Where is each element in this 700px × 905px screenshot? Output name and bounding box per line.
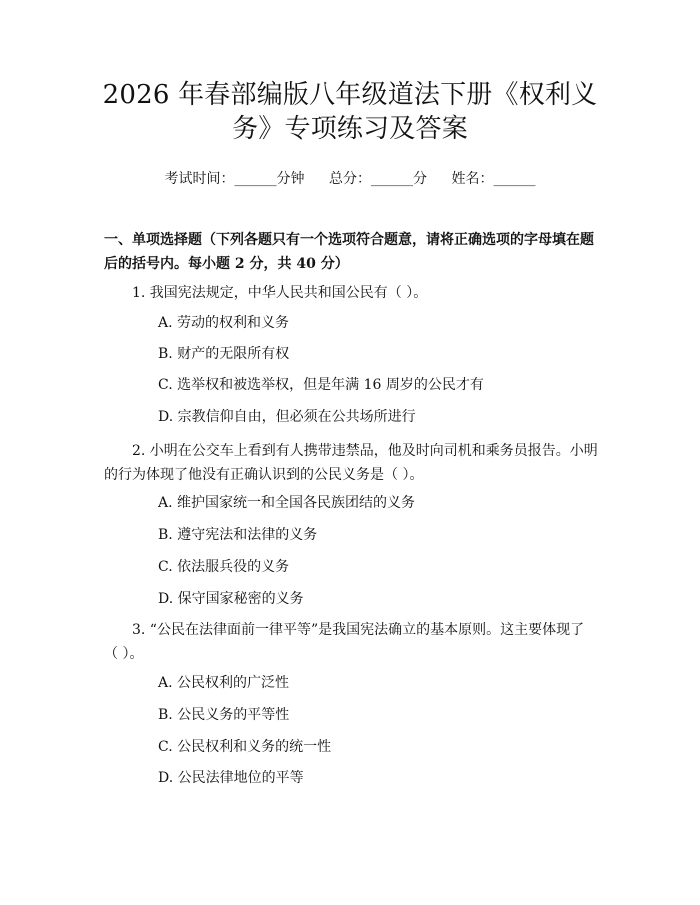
title-line-2: 务》专项练习及答案 bbox=[232, 114, 468, 144]
question-3-option-c: C. 公民权利和义务的统一性 bbox=[158, 739, 332, 755]
question-2 bbox=[104, 439, 598, 607]
question-1-option-a: A. 劳动的权利和义务 bbox=[158, 315, 290, 331]
question-1 bbox=[104, 281, 598, 425]
exam-info bbox=[0, 170, 700, 188]
question-3-stem: 3. “公民在法律面前一律平等”是我国宪法确立的基本原则。这主要体现了（ ）。 bbox=[104, 622, 585, 662]
question-2-stem: 2. 小明在公交车上看到有人携带违禁品，他及时向司机和乘务员报告。小明的行为体现了他没有正确认识到的公民义务是（ ）。 bbox=[104, 443, 598, 483]
question-3-option-d: D. 公民法律地位的平等 bbox=[158, 770, 304, 786]
document-title bbox=[0, 78, 700, 146]
question-2-option-a: A. 维护国家统一和全国各民族团结的义务 bbox=[158, 495, 416, 511]
question-3-option-a: A. 公民权利的广泛性 bbox=[158, 675, 290, 691]
section-heading-single-choice: 一、单项选择题（下列各题只有一个选项符合题意，请将正确选项的字母填在题后的括号内。每小题 2 分，共 40 分） bbox=[104, 232, 594, 272]
student-name-field: 姓名：______ bbox=[451, 171, 536, 187]
title-line-1: 2026 年春部编版八年级道法下册《权利义 bbox=[102, 80, 598, 110]
question-1-stem: 1. 我国宪法规定，中华人民共和国公民有（ ）。 bbox=[132, 285, 428, 301]
question-1-option-c: C. 选举权和被选举权，但是年满 16 周岁的公民才有 bbox=[158, 377, 484, 393]
question-1-option-d: D. 宗教信仰自由，但必须在公共场所进行 bbox=[158, 409, 416, 425]
total-score-field: 总分：______分 bbox=[329, 171, 427, 187]
exam-time-field: 考试时间：______分钟 bbox=[164, 171, 305, 187]
question-1-option-b: B. 财产的无限所有权 bbox=[158, 346, 290, 362]
question-2-option-c: C. 依法服兵役的义务 bbox=[158, 559, 290, 575]
question-3-option-b: B. 公民义务的平等性 bbox=[158, 707, 290, 723]
question-2-option-b: B. 遵守宪法和法律的义务 bbox=[158, 527, 318, 543]
question-2-option-d: D. 保守国家秘密的义务 bbox=[158, 591, 304, 607]
question-3 bbox=[104, 618, 598, 786]
